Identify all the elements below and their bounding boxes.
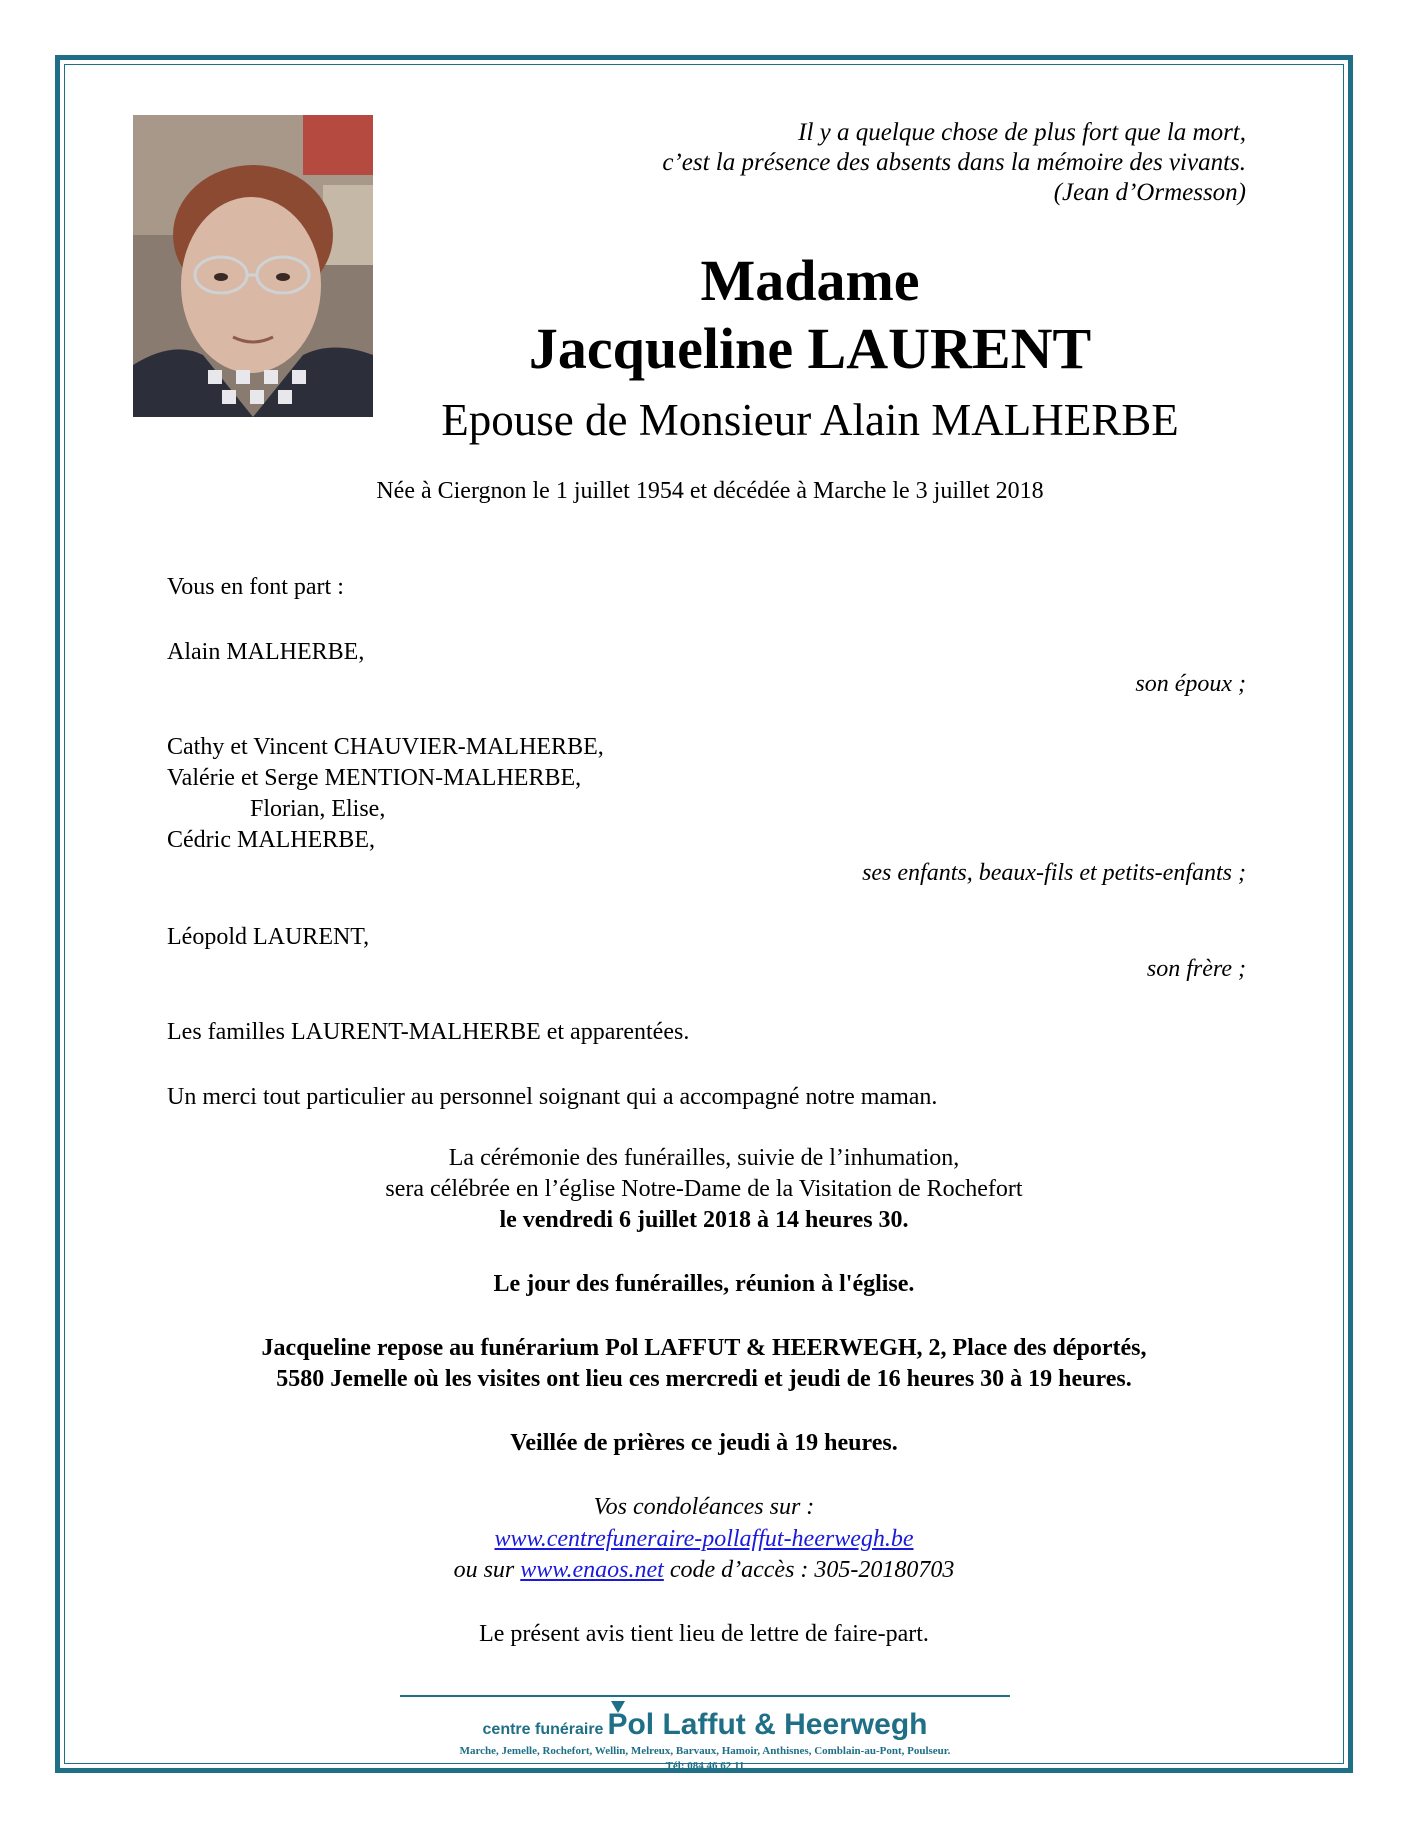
ceremony-meeting: Le jour des funérailles, réunion à l'église.	[493, 1271, 915, 1297]
quote-line-2: c’est la présence des absents dans la mémoire des vivants.	[662, 149, 1246, 176]
birth-death-dates: Née à Ciergnon le 1 juillet 1954 et décédée à Marche le 3 juillet 2018	[376, 478, 1044, 504]
family-child-2: Valérie et Serge MENTION-MALHERBE,	[167, 765, 582, 791]
logo-towns: Marche, Jemelle, Rochefort, Wellin, Melreux, Barvaux, Hamoir, Anthisnes, Comblain-au-Pont, Poulseur.	[459, 1745, 951, 1757]
condolences-link-2[interactable]: www.enaos.net	[520, 1557, 664, 1583]
notice-text: Le présent avis tient lieu de lettre de faire-part.	[479, 1621, 929, 1647]
family-extended: Les familles LAURENT-MALHERBE et apparentées.	[167, 1019, 690, 1045]
repose-line-1: Jacqueline repose au funérarium Pol LAFFUT & HEERWEGH, 2, Place des déportés,	[261, 1335, 1147, 1361]
family-child-3: Cédric MALHERBE,	[167, 827, 375, 853]
family-brother: Léopold LAURENT,	[167, 924, 370, 950]
condolences-or-prefix: ou sur	[453, 1557, 515, 1583]
family-spouse-role: son époux ;	[1135, 671, 1246, 697]
ceremony-datetime: le vendredi 6 juillet 2018 à 14 heures 30.	[499, 1207, 909, 1233]
funeral-home-logo	[400, 1708, 1010, 1742]
ceremony-line-2: sera célébrée en l’église Notre-Dame de la Visitation de Rochefort	[385, 1176, 1023, 1202]
family-brother-role: son frère ;	[1146, 956, 1246, 982]
quote-line-1: Il y a quelque chose de plus fort que la mort,	[798, 119, 1246, 146]
logo-phone: Tél: 084 46 62 11	[665, 1760, 745, 1772]
quote-author: (Jean d’Ormesson)	[1053, 179, 1246, 206]
repose-line-2: 5580 Jemelle où les visites ont lieu ces mercredi et jeudi de 16 heures 30 à 19 heures.	[276, 1366, 1132, 1392]
deceased-name: Jacqueline LAURENT	[528, 316, 1092, 381]
logo-small-text: centre funéraire	[482, 1721, 604, 1738]
honorific-title: Madame	[700, 248, 920, 313]
family-grandchildren: Florian, Elise,	[250, 796, 386, 822]
logo-brand-text: Pol Laffut & Heerwegh	[607, 1708, 928, 1741]
portrait-photo	[133, 115, 373, 417]
family-child-1: Cathy et Vincent CHAUVIER-MALHERBE,	[167, 734, 604, 760]
thanks-text: Un merci tout particulier au personnel soignant qui a accompagné notre maman.	[167, 1084, 938, 1110]
footer-rule	[400, 1695, 1010, 1697]
ceremony-line-1: La cérémonie des funérailles, suivie de l’inhumation,	[448, 1145, 960, 1171]
family-children-role: ses enfants, beaux-fils et petits-enfants ;	[862, 860, 1246, 886]
portrait-illustration	[133, 115, 373, 417]
access-code: code d’accès : 305-20180703	[669, 1557, 955, 1583]
condolences-label: Vos condoléances sur :	[593, 1494, 815, 1520]
condolences-url-line	[150, 1524, 1258, 1554]
condolences-alt-line	[150, 1555, 1258, 1585]
spouse-line: Epouse de Monsieur Alain MALHERBE	[441, 395, 1179, 445]
intro-text: Vous en font part :	[167, 574, 344, 600]
condolences-link-1[interactable]: www.centrefuneraire-pollaffut-heerwegh.be	[494, 1526, 914, 1552]
vigil-text: Veillée de prières ce jeudi à 19 heures.	[510, 1430, 898, 1456]
family-spouse: Alain MALHERBE,	[167, 639, 365, 665]
quote	[662, 118, 1246, 208]
